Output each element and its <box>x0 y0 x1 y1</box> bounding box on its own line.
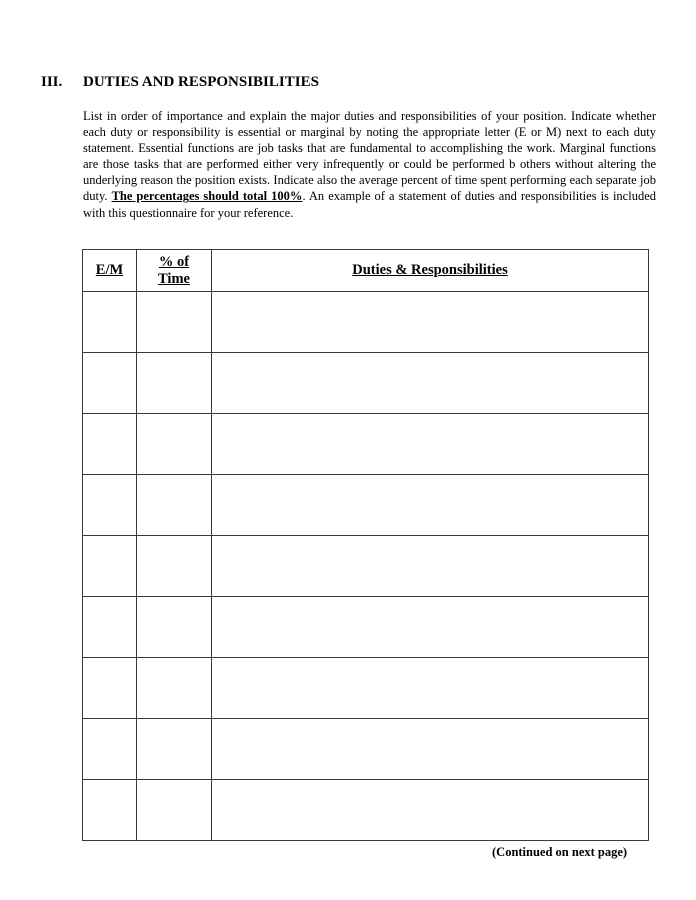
table-row <box>83 414 649 475</box>
section-number: III. <box>41 74 63 90</box>
header-em-label: E/M <box>95 262 124 278</box>
em-cell[interactable] <box>83 414 137 475</box>
instructions-text-part-2: . An example of a statement of duties and responsibilities is included with this questionnaire for your reference. <box>83 189 656 220</box>
duty-cell[interactable] <box>212 475 649 536</box>
em-cell[interactable] <box>83 536 137 597</box>
duty-cell[interactable] <box>212 292 649 353</box>
continued-note: (Continued on next page) <box>492 845 628 859</box>
percent-cell[interactable] <box>137 780 212 841</box>
duty-cell[interactable] <box>212 780 649 841</box>
percent-cell[interactable] <box>137 719 212 780</box>
percent-cell[interactable] <box>137 597 212 658</box>
header-em <box>83 250 137 292</box>
duty-cell[interactable] <box>212 597 649 658</box>
duties-table <box>82 249 649 841</box>
percent-cell[interactable] <box>137 658 212 719</box>
em-cell[interactable] <box>83 475 137 536</box>
em-cell[interactable] <box>83 780 137 841</box>
em-cell[interactable] <box>83 292 137 353</box>
em-cell[interactable] <box>83 597 137 658</box>
table-row <box>83 475 649 536</box>
em-cell[interactable] <box>83 719 137 780</box>
em-cell[interactable] <box>83 658 137 719</box>
table-row <box>83 292 649 353</box>
percent-cell[interactable] <box>137 475 212 536</box>
percent-cell[interactable] <box>137 414 212 475</box>
table-row <box>83 353 649 414</box>
percent-cell[interactable] <box>137 353 212 414</box>
table-row <box>83 597 649 658</box>
table-row <box>83 536 649 597</box>
duty-cell[interactable] <box>212 719 649 780</box>
duty-cell[interactable] <box>212 414 649 475</box>
instructions-paragraph <box>83 108 656 221</box>
duty-cell[interactable] <box>212 353 649 414</box>
table-header-row <box>83 250 649 292</box>
section-title: DUTIES AND RESPONSIBILITIES <box>83 74 319 90</box>
instructions-text-part-1: List in order of importance and explain the major duties and responsibilities of your position. Indicate whether each duty or responsibility is essential or marginal by noting the appropriate letter (E or M) next to each duty statement. Essential functions are job tasks that are fundamental to accomplishing the work. Marginal functions are those tasks that are performed either very infrequently or could be performed b others without altering the underlying reason the position exists. Indicate also the average percent of time spent performing each separate job duty. <box>83 109 656 204</box>
header-duties-label: Duties & Responsibilities <box>352 262 508 278</box>
duty-cell[interactable] <box>212 658 649 719</box>
duty-cell[interactable] <box>212 536 649 597</box>
em-cell[interactable] <box>83 353 137 414</box>
instructions-emphasis: The percentages should total 100% <box>111 189 303 204</box>
header-percent-line-2: Time <box>158 270 190 287</box>
table-row <box>83 719 649 780</box>
table-row <box>83 658 649 719</box>
table-row <box>83 780 649 841</box>
section-heading <box>41 74 319 91</box>
header-percent-line-1: % of <box>158 253 190 270</box>
percent-cell[interactable] <box>137 536 212 597</box>
header-duties <box>212 250 649 292</box>
percent-cell[interactable] <box>137 292 212 353</box>
header-percent-time <box>137 250 212 292</box>
